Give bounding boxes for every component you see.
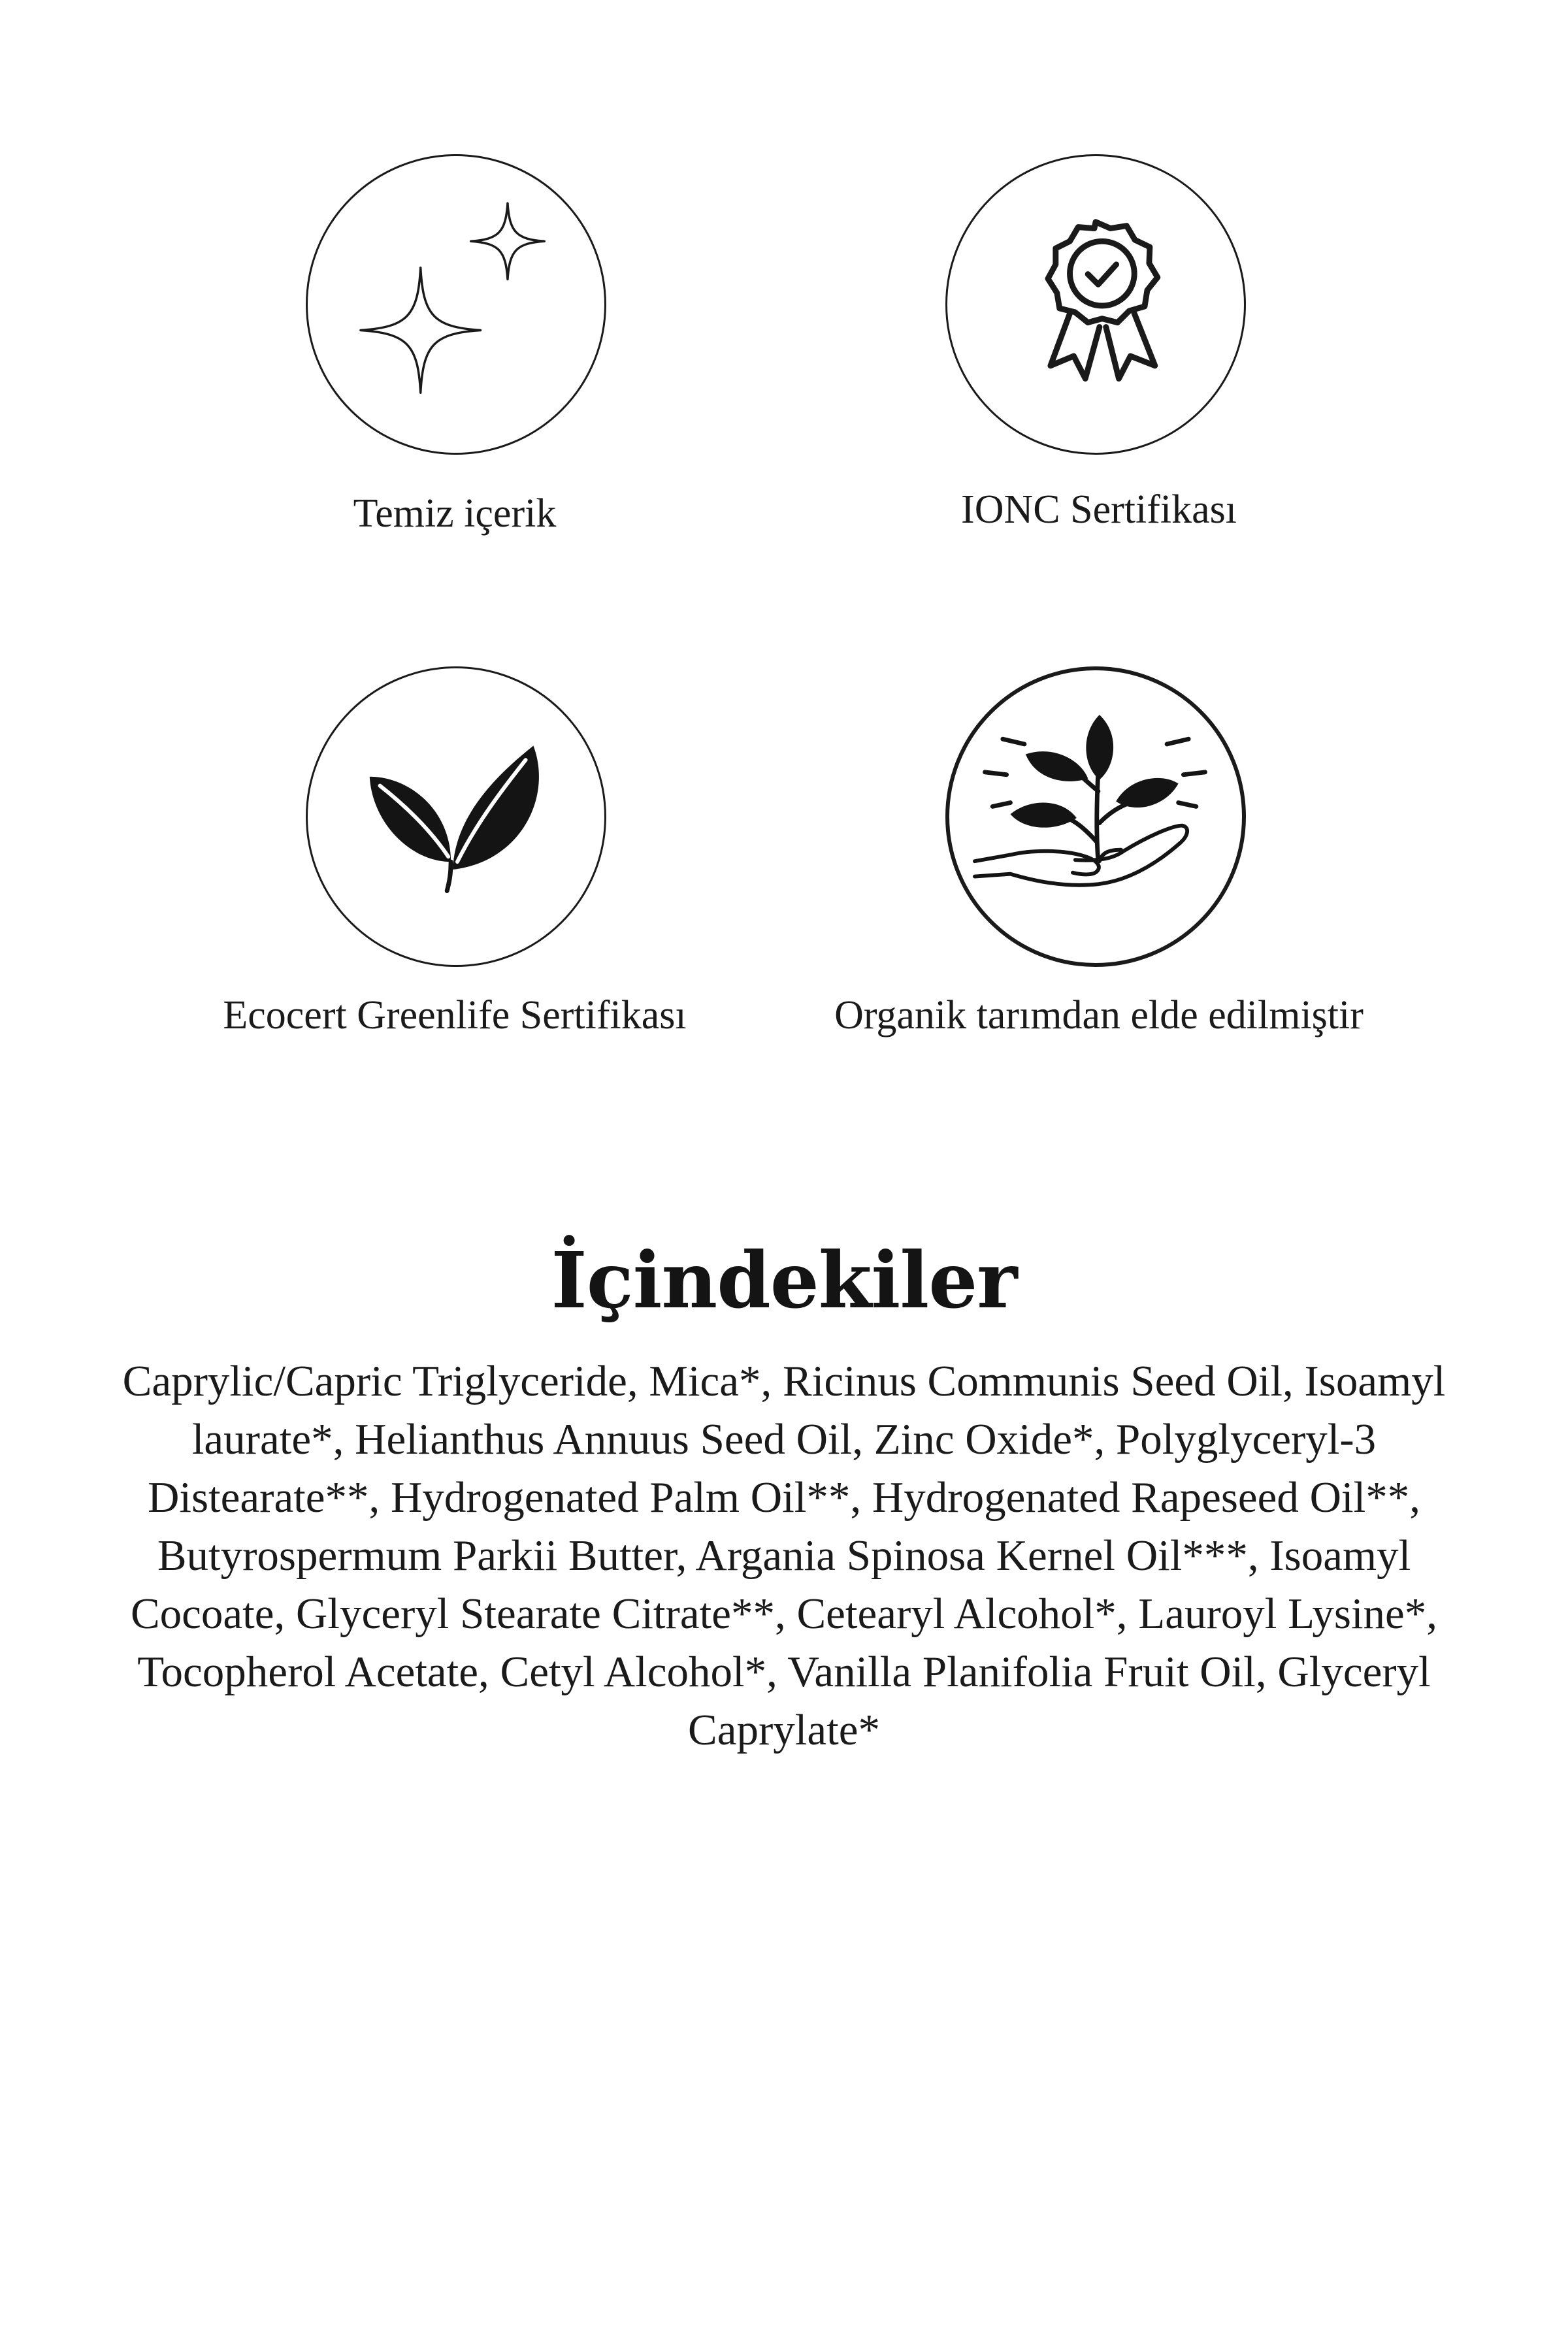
- leaves-icon: [308, 668, 604, 965]
- ingredients-title: İçindekiler: [551, 1235, 1017, 1326]
- hand-plant-icon: [949, 670, 1242, 963]
- ecocert-badge: [306, 666, 606, 967]
- sparkle-icon: [308, 156, 604, 453]
- award-ribbon-icon: [947, 156, 1244, 453]
- feature-label-ionc: IONC Sertifikası: [961, 487, 1237, 532]
- ionc-certificate-badge: [945, 154, 1246, 455]
- ingredients-list: Caprylic/Capric Triglyceride, Mica*, Ricinus Communis Seed Oil, Isoamyl laurate*, Helianthus Annuus Seed Oil, Zinc Oxide*, Polyglyceryl-3 Distearate**, Hydrogenated Palm Oil**, Hydrogenated Rapeseed Oil**, Butyrospermum Parkii Butter, Argania Spinosa Kernel Oil***, Isoamyl Cocoate, Glyceryl Stearate Citrate**, Cetearyl Alcohol*, Lauroyl Lysine*, Tocopherol Acetate, Cetyl Alcohol*, Vanilla Planifolia Fruit Oil, Glyceryl Caprylate*: [122, 1357, 1446, 1754]
- feature-label-clean: Temiz içerik: [353, 491, 557, 536]
- organic-farming-badge: [945, 666, 1246, 967]
- feature-label-ecocert: Ecocert Greenlife Sertifikası: [223, 993, 687, 1037]
- clean-ingredients-badge: [306, 154, 606, 455]
- feature-label-organic: Organik tarımdan elde edilmiştir: [834, 993, 1364, 1037]
